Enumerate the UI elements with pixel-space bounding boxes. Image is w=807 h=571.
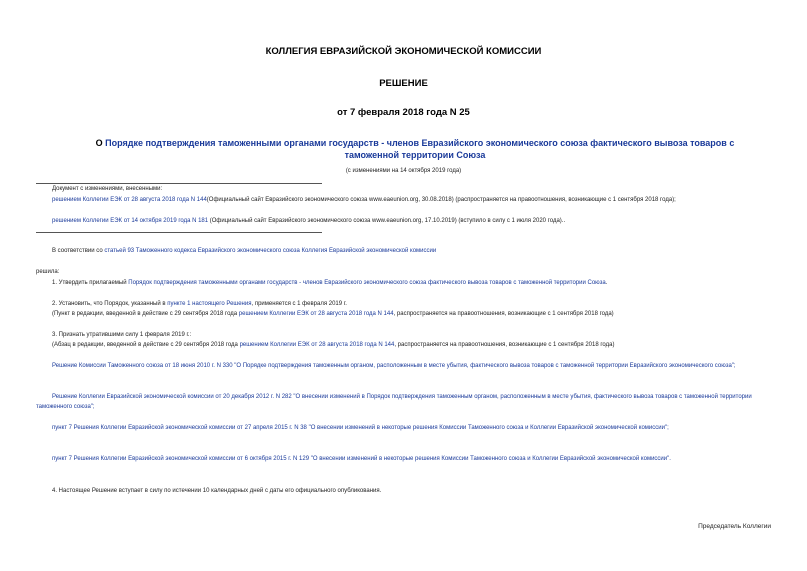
- amendments-intro: Документ с изменениями, внесенными:: [52, 186, 163, 192]
- decided-label: решила:: [36, 269, 60, 275]
- p1-link[interactable]: Порядок подтверждения таможенными органами государств - членов Евразийского экономического союза фактического вывоза товаров с таможенной территории Союза: [128, 280, 606, 286]
- signature: Председатель Коллегии: [698, 523, 771, 530]
- p1-suffix: .: [605, 280, 608, 286]
- divider-bottom: [36, 232, 322, 233]
- date-number-heading: от 7 февраля 2018 года N 25: [337, 107, 470, 118]
- amendment-item: [36, 195, 771, 205]
- repealed-item[interactable]: пункт 7 Решения Коллегии Евразийской экономической комиссии от 6 октября 2015 г. N 129 "О внесении изменений в некоторые решения Комиссии Таможенного союза и Коллегии Евразийской экономической комиссии".: [52, 456, 671, 462]
- repealed-item[interactable]: пункт 7 Решения Коллегии Евразийской экономической комиссии от 27 апреля 2015 г. N 38 "О внесении изменений в некоторые решения Комиссии Таможенного союза и Коллегии Евразийской экономической комиссии";: [52, 425, 669, 431]
- amendment-item: [52, 216, 772, 226]
- p1-prefix: 1. Утвердить прилагаемый: [52, 280, 129, 286]
- p3-note-prefix: (Абзац в редакции, введенной в действие с 29 сентября 2018 года: [52, 342, 240, 348]
- title-prefix: О: [95, 138, 106, 148]
- paragraph-2: [52, 299, 772, 309]
- p2-note-prefix: (Пункт в редакции, введенной в действие с 29 сентября 2018 года: [52, 311, 239, 317]
- p3-note-suffix: , распространяется на правоотношения, возникающие с 1 сентября 2018 года): [394, 342, 615, 348]
- amendment-link[interactable]: решением Коллегии ЕЭК от 14 октября 2019 года N 181: [52, 218, 209, 224]
- organization-heading: КОЛЛЕГИЯ ЕВРАЗИЙСКОЙ ЭКОНОМИЧЕСКОЙ КОМИССИИ: [265, 46, 542, 57]
- p2-note-link[interactable]: решением Коллегии ЕЭК от 28 августа 2018 года N 144: [238, 311, 394, 317]
- paragraph-2-note: [52, 309, 782, 319]
- amendment-text: (Официальный сайт Евразийского экономического союза www.eaeunion.org, 30.08.2018) (распространяется на правоотношения, возникающие с 1 сентября 2018 года);: [206, 197, 676, 203]
- paragraph-1: [52, 278, 772, 288]
- amendment-link[interactable]: решением Коллегии ЕЭК от 28 августа 2018 года N 144: [52, 197, 207, 203]
- preamble-prefix: В соответствии со: [52, 248, 105, 254]
- p2-suffix: , применяется с 1 февраля 2019 г.: [251, 301, 347, 307]
- paragraph-4: 4. Настоящее Решение вступает в силу по истечении 10 календарных дней с даты его официального опубликования.: [52, 488, 382, 494]
- changes-note: (с изменениями на 14 октября 2019 года): [345, 168, 462, 174]
- repealed-item[interactable]: Решение Коллегии Евразийской экономической комиссии от 20 декабря 2012 г. N 282 "О внесении изменений в Порядок подтверждения таможенным органом, расположенным в месте убытия, фактического вывоза товаров с таможенной территории таможенного союза";: [36, 394, 752, 410]
- p2-link[interactable]: пункте 1 настоящего Решения: [167, 301, 252, 307]
- paragraph-3-note: [52, 340, 782, 350]
- p2-prefix: 2. Установить, что Порядок, указанный в: [52, 301, 168, 307]
- p2-note-suffix: , распространяется на правоотношения, возникающие с 1 сентября 2018 года): [393, 311, 614, 317]
- amendment-text: (Официальный сайт Евразийского экономического союза www.eaeunion.org, 17.10.2019) (вступило в силу с 1 июля 2020 года)..: [208, 218, 566, 224]
- title-link[interactable]: Порядке подтверждения таможенными органами государств - членов Евразийского экономического союза фактического вывоза товаров с таможенной территории Союза: [105, 138, 735, 160]
- preamble-link[interactable]: статьей 93 Таможенного кодекса Евразийского экономического союза Коллегия Евразийской экономической комиссии: [104, 248, 437, 254]
- document-type-heading: РЕШЕНИЕ: [379, 78, 428, 89]
- paragraph-3: 3. Признать утратившими силу 1 февраля 2019 г.:: [52, 332, 192, 338]
- repealed-item[interactable]: Решение Комиссии Таможенного союза от 18 июня 2010 г. N 330 "О Порядке подтверждения таможенным органом, расположенным в месте убытия, фактического вывоза товаров с таможенной территории Евразийского экономического союза";: [52, 363, 736, 369]
- document-title: [70, 137, 760, 161]
- p3-note-link[interactable]: решением Коллегии ЕЭК от 28 августа 2018 года N 144: [239, 342, 395, 348]
- preamble: [52, 246, 436, 256]
